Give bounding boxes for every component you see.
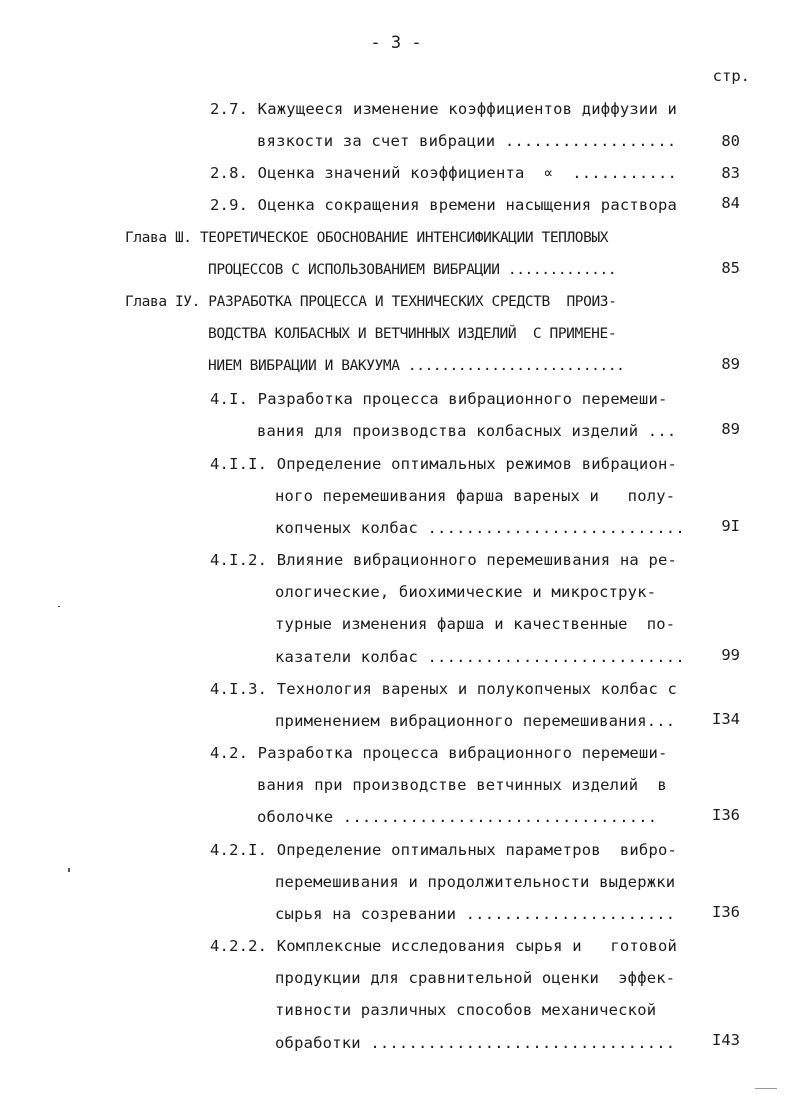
toc-chapter-4-cont-1: ВОДСТВА КОЛБАСНЫХ И ВЕТЧИННЫХ ИЗДЕЛИЙ С ПРИМЕНЕ- [208,326,617,342]
toc-chapter-3-cont: ПРОЦЕССОВ С ИСПОЛЬЗОВАНИЕМ ВИБРАЦИИ ............. [208,262,617,278]
toc-entry-2-8: 2.8. Оценка значений коэффициента ∝ ........... [210,164,678,182]
toc-entry-2-9: 2.9. Оценка сокращения времени насыщения раствора [210,196,678,214]
toc-page-2-8: 83 [721,164,740,182]
toc-entry-4-1-3-cont: применением вибрационного перемешивания... [275,712,676,730]
page-column-header: стр. [712,67,750,85]
toc-entry-4-1-1: 4.I.I. Определение оптимальных режимов вибрацион- [210,455,678,473]
toc-entry-4-2-1-cont-1: перемешивания и продолжительности выдержки [275,873,676,891]
toc-entry-2-7: 2.7. Кажущееся изменение коэффициентов диффузии и [210,100,678,118]
toc-page-chapter-3: 85 [721,259,740,277]
page-number: - 3 - [370,33,422,53]
toc-entry-4-1-1-cont-1: ного перемешивания фарша вареных и полу- [275,487,676,505]
toc-entry-4-2-cont-2: оболочке ................................. [257,808,658,826]
toc-page-4-1: 89 [721,420,740,438]
toc-page-4-1-3: I34 [712,710,740,728]
toc-entry-4-2-2: 4.2.2. Комплексные исследования сырья и готовой [210,937,678,955]
toc-entry-4-1-cont: вания для производства колбасных изделий ... [257,422,677,440]
toc-entry-4-2-2-cont-1: продукции для сравнительной оценки эффек- [275,969,676,987]
toc-entry-4-1-2-cont-3: казатели колбас ........................... [275,648,685,666]
toc-page-4-2-2: I43 [712,1031,740,1049]
toc-entry-4-2-cont-1: вания при производстве ветчинных изделий в [257,776,667,794]
scan-speck [68,868,70,872]
toc-entry-4-1-2-cont-2: турные изменения фарша и качественные по- [275,615,676,633]
scan-speck [58,606,60,607]
toc-page-4-1-1: 9I [721,517,740,535]
toc-chapter-4-cont-2: НИЕМ ВИБРАЦИИ И ВАКУУМА .......................... [208,358,625,374]
toc-page-4-2-1: I36 [712,903,740,921]
toc-chapter-3: Глава Ш. ТЕОРЕТИЧЕСКОЕ ОБОСНОВАНИЕ ИНТЕНСИФИКАЦИИ ТЕПЛОВЫХ [125,230,609,246]
toc-entry-4-1-3: 4.I.3. Технология вареных и полукопченых колбас с [210,680,678,698]
toc-page-4-1-2: 99 [721,646,740,664]
toc-chapter-4: Глава IУ. РАЗРАБОТКА ПРОЦЕССА И ТЕХНИЧЕСКИХ СРЕДСТВ ПРОИЗ- [125,294,617,310]
toc-entry-4-2-1: 4.2.I. Определение оптимальных параметров вибро- [210,841,678,859]
toc-entry-4-2: 4.2. Разработка процесса вибрационного перемеши- [210,744,668,762]
toc-entry-4-1-1-cont-2: копченых колбас ........................... [275,519,685,537]
toc-page-2-7: 80 [721,132,740,150]
toc-entry-4-1: 4.I. Разработка процесса вибрационного перемеши- [210,390,668,408]
toc-page-4-2: I36 [712,806,740,824]
scan-speck [755,1088,777,1089]
toc-entry-2-7-cont: вязкости за счет вибрации .................. [257,132,677,150]
toc-entry-4-1-2-cont-1: ологические, биохимические и микрострук- [275,583,657,601]
toc-page-2-9: 84 [721,194,740,212]
toc-entry-4-1-2: 4.I.2. Влияние вибрационного перемешивания на ре- [210,551,678,569]
toc-entry-4-2-2-cont-3: обработки ................................ [275,1034,676,1052]
toc-entry-4-2-1-cont-2: сырья на созревании ...................... [275,905,676,923]
toc-entry-4-2-2-cont-2: тивности различных способов механической [275,1001,657,1019]
toc-page-chapter-4: 89 [721,355,740,373]
